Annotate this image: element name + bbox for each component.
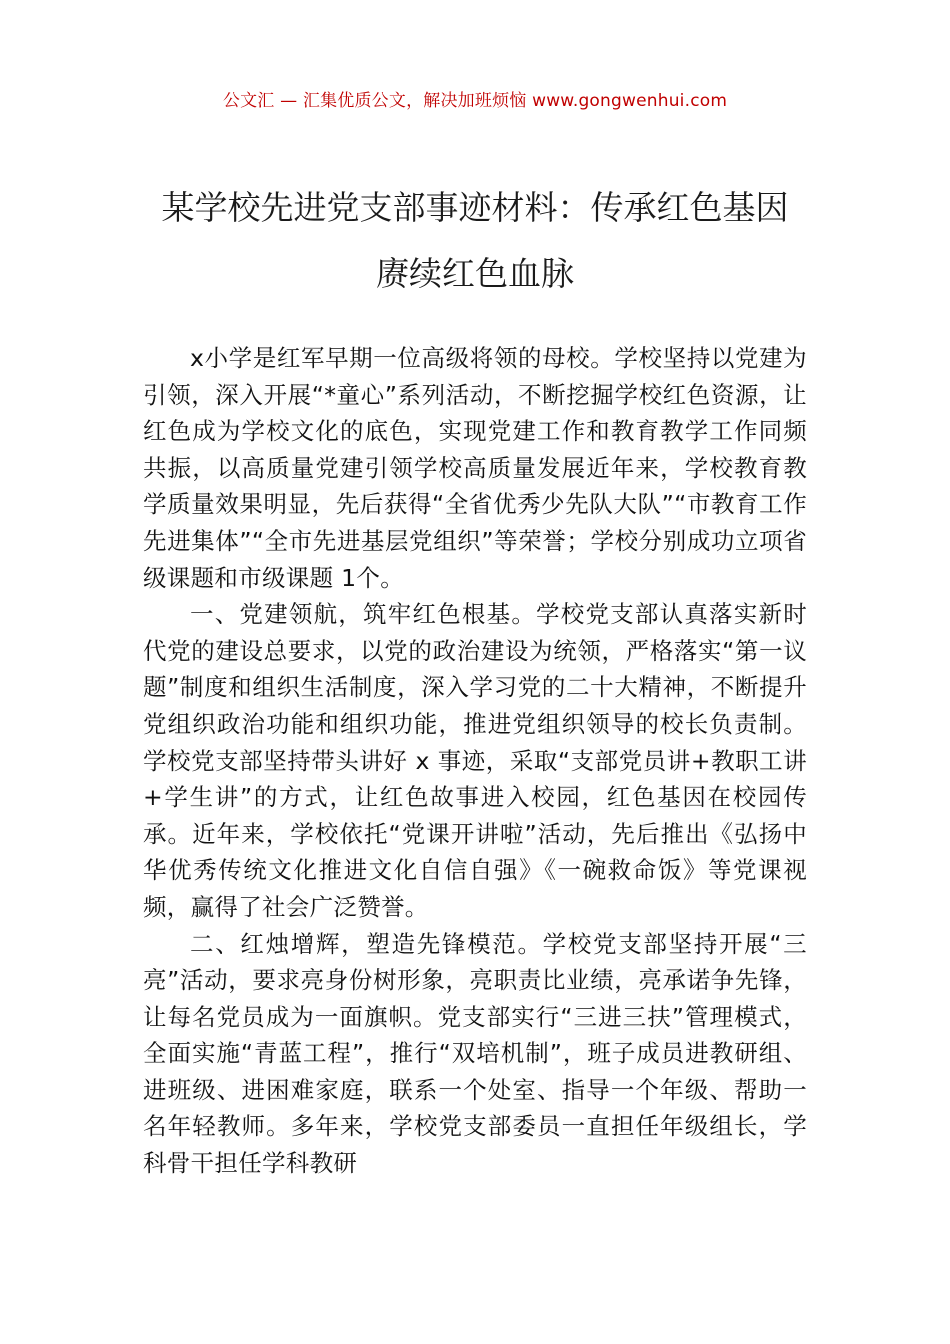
document-title: 某学校先进党支部事迹材料：传承红色基因 赓续红色血脉	[161, 188, 789, 293]
paragraph-section-1: 一、党建领航，筑牢红色根基。学校党支部认真落实新时代党的建设总要求，以党的政治建设为统领，严格落实“第一议题”制度和组织生活制度，深入学习党的二十大精神，不断提升党组织政治功能和组织功能，推进党组织领导的校长负责制。学校党支部坚持带头讲好 x 事迹，采取“支部党员讲+教职工讲+学生讲”的方式，让红色故事进入校园，红色基因在校园传承。近年来，学校依托“党课开讲啦”活动，先后推出《弘扬中华优秀传统文化推进文化自信自强》《一碗救命饭》等党课视频，赢得了社会广泛赞誉。	[143, 600, 807, 921]
document-body	[143, 340, 807, 1182]
paragraph-section-2: 二、红烛增辉，塑造先锋模范。学校党支部坚持开展“三亮”活动，要求亮身份树形象，亮职责比业绩，亮承诺争先锋，让每名党员成为一面旗帜。党支部实行“三进三扶”管理模式，全面实施“青蓝工程”，推行“双培机制”，班子成员进教研组、进班级、进困难家庭，联系一个处室、指导一个年级、帮助一名年轻教师。多年来，学校党支部委员一直担任年级组长，学科骨干担任学科教研	[143, 929, 807, 1178]
header-banner[interactable]: 公文汇 — 汇集优质公文，解决加班烦恼 www.gongwenhui.com	[222, 91, 728, 111]
paragraph-intro: x小学是红军早期一位高级将领的母校。学校坚持以党建为引领，深入开展“*童心”系列活动，不断挖掘学校红色资源，让红色成为学校文化的底色，实现党建工作和教育教学工作同频共振，以高质量党建引领学校高质量发展近年来，学校教育教学质量效果明显，先后获得“全省优秀少先队大队”“市教育工作先进集体”“全市先进基层党组织”等荣誉；学校分别成功立项省级课题和市级课题 1个。	[143, 344, 807, 592]
